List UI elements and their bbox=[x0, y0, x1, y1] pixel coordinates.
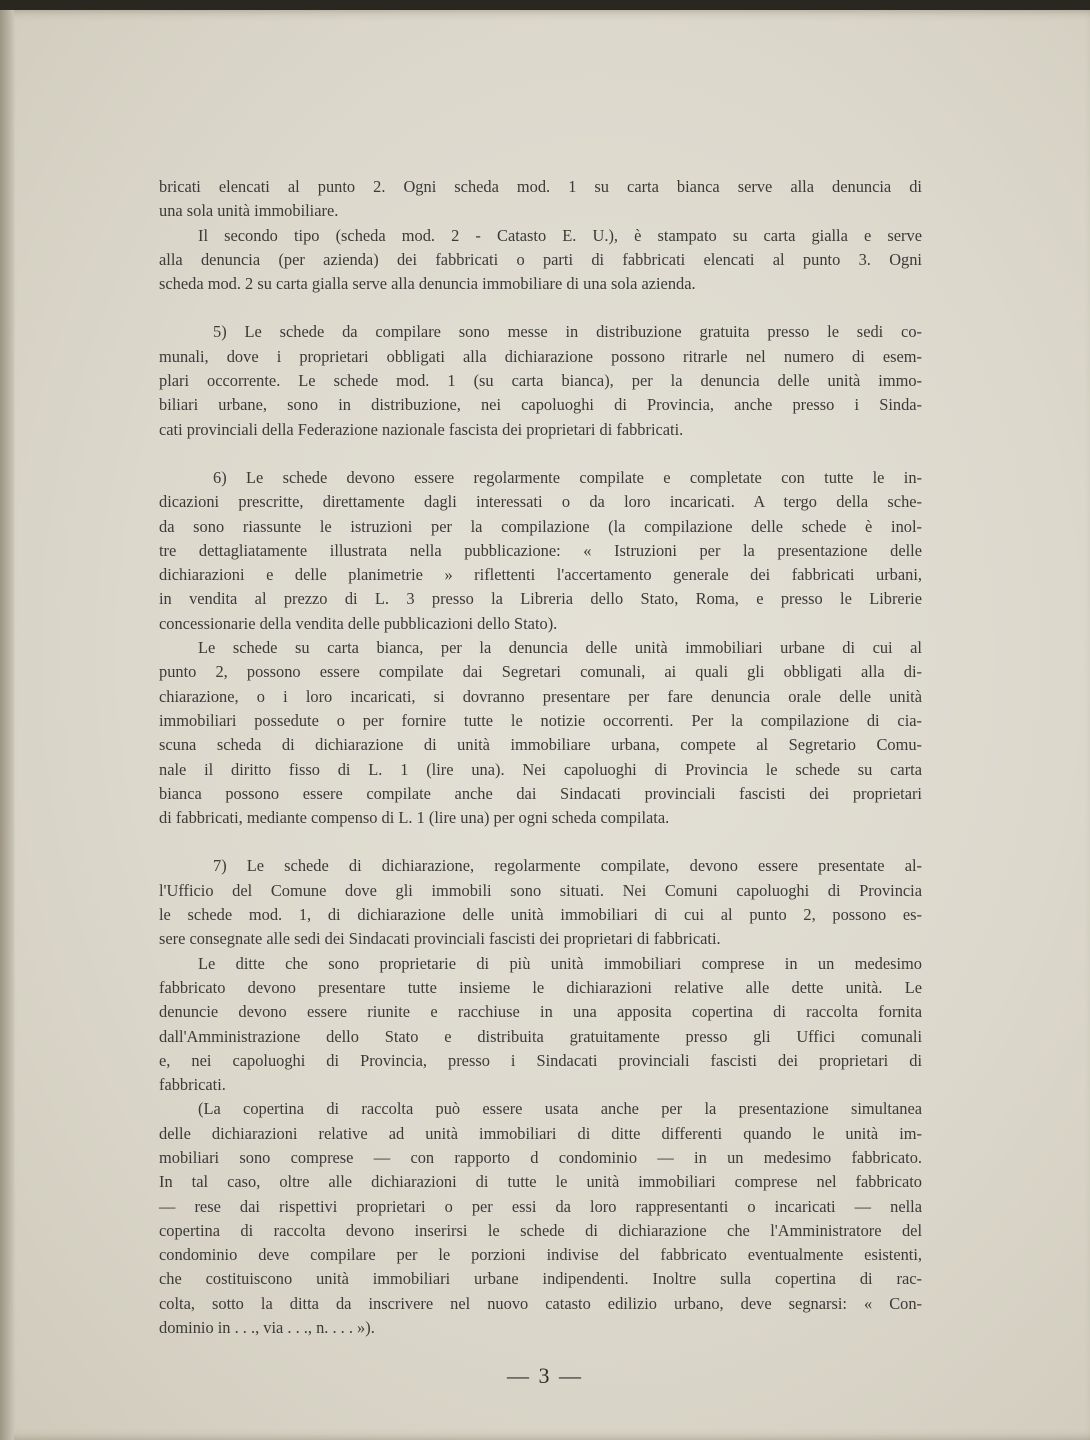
text-line: scheda mod. 2 su carta gialla serve alla denuncia immobiliare di una sola azienda. bbox=[159, 274, 696, 294]
text-line: sere consegnate alle sedi dei Sindacati provinciali fascisti dei proprietari di fabbricati. bbox=[159, 929, 721, 949]
text-line: Le schede su carta bianca, per la denuncia delle unità immobiliari urbane di cui al bbox=[198, 638, 922, 658]
page-number: — 3 — bbox=[507, 1363, 583, 1388]
text-line: Le ditte che sono proprietarie di più unità immobiliari comprese in un medesimo bbox=[198, 953, 922, 973]
text-line: di fabbricati, mediante compenso di L. 1 (lire una) per ogni scheda compilata. bbox=[159, 808, 670, 828]
text-line: alla denuncia (per azienda) dei fabbricati o parti di fabbricati elencati al punto 3. Ogni bbox=[159, 249, 922, 269]
text-line: — rese dai rispettivi proprietari o per essi da loro rappresentanti o incaricati — nella bbox=[159, 1196, 922, 1216]
text-line: Il secondo tipo (scheda mod. 2 - Catasto E. U.), è stampato su carta gialla e serve bbox=[198, 225, 922, 245]
text-line: denuncie devono essere riunite e racchiuse in una apposita copertina di raccolta fornita bbox=[159, 1002, 922, 1022]
text-line: dichiarazioni e delle planimetrie » riflettenti l'accertamento generale dei fabbricati urbani, bbox=[159, 565, 922, 585]
text-line: fabbricato devono presentare tutte insieme le dichiarazioni relative alle dette unità. Le bbox=[159, 977, 922, 997]
text-line: in vendita al prezzo di L. 3 presso la Libreria dello Stato, Roma, e presso le Librerie bbox=[159, 589, 922, 609]
document-page bbox=[0, 10, 1090, 1440]
paragraph-gap bbox=[159, 830, 922, 854]
text-line: immobiliari possedute o per fornire tutte le notizie occorrenti. Per la compilazione di cia- bbox=[159, 710, 922, 730]
text-line: dall'Amministrazione dello Stato e distribuita gratuitamente presso gli Uffici comunali bbox=[159, 1026, 922, 1046]
text-line: dominio in . . ., via . . ., n. . . . »). bbox=[159, 1318, 375, 1338]
text-line: In tal caso, oltre alle dichiarazioni di tutte le unità immobiliari comprese nel fabbricato bbox=[159, 1172, 922, 1192]
text-line: e, nei capoluoghi di Provincia, presso i Sindacati provinciali fascisti dei proprietari di bbox=[159, 1050, 922, 1070]
text-line: plari occorrente. Le schede mod. 1 (su carta bianca), per la denuncia delle unità immo- bbox=[159, 371, 922, 391]
text-line: fabbricati. bbox=[159, 1075, 226, 1095]
text-line: mobiliari sono comprese — con rapporto d condominio — in un medesimo fabbricato. bbox=[159, 1147, 922, 1167]
text-line: 5) Le schede da compilare sono messe in distribuzione gratuita presso le sedi co- bbox=[213, 322, 922, 342]
text-line: biliari urbane, sono in distribuzione, nei capoluoghi di Provincia, anche presso i Sinda- bbox=[159, 395, 922, 415]
text-line: nale il diritto fisso di L. 1 (lire una). Nei capoluoghi di Provincia le schede su carta bbox=[159, 759, 922, 779]
text-line: condominio deve compilare per le porzioni indivise del fabbricato eventualmente esistenti, bbox=[159, 1245, 922, 1265]
text-line: bianca possono essere compilate anche dai Sindacati provinciali fascisti dei proprietari bbox=[159, 783, 922, 803]
text-line: copertina di raccolta devono inserirsi le schede di dichiarazione che l'Amministratore del bbox=[159, 1220, 922, 1240]
text-line: tre dettagliatamente illustrata nella pubblicazione: « Istruzioni per la presentazione delle bbox=[159, 540, 922, 560]
text-line: concessionarie della vendita delle pubblicazioni dello Stato). bbox=[159, 613, 558, 633]
text-line: colta, sotto la ditta da inscrivere nel nuovo catasto edilizio urbano, deve segnarsi: « Con- bbox=[159, 1293, 922, 1313]
text-line: chiarazione, o i loro incaricati, si dovranno presentare per fare denuncia orale delle unità bbox=[159, 686, 922, 706]
text-line: delle dichiarazioni relative ad unità immobiliari di ditte differenti quando le unità im- bbox=[159, 1123, 922, 1143]
body-text bbox=[159, 175, 922, 1340]
text-line: le schede mod. 1, di dichiarazione delle unità immobiliari di cui al punto 2, possono es- bbox=[159, 905, 922, 925]
text-line: cati provinciali della Federazione nazionale fascista dei proprietari di fabbricati. bbox=[159, 419, 684, 439]
text-line: una sola unità immobiliare. bbox=[159, 201, 339, 221]
text-line: che costituiscono unità immobiliari urbane indipendenti. Inoltre sulla copertina di rac- bbox=[159, 1269, 922, 1289]
text-line: (La copertina di raccolta può essere usata anche per la presentazione simultanea bbox=[198, 1099, 922, 1119]
paragraph-gap bbox=[159, 442, 922, 466]
text-line: l'Ufficio del Comune dove gli immobili sono situati. Nei Comuni capoluoghi di Provincia bbox=[159, 880, 922, 900]
text-line: scuna scheda di dichiarazione di unità immobiliare urbana, compete al Segretario Comu- bbox=[159, 735, 922, 755]
text-line: 7) Le schede di dichiarazione, regolarmente compilate, devono essere presentate al- bbox=[213, 856, 922, 876]
text-line: da sono riassunte le istruzioni per la compilazione (la compilazione delle schede è inol- bbox=[159, 516, 922, 536]
paragraph-gap bbox=[159, 296, 922, 320]
text-line: dicazioni prescritte, direttamente dagli interessati o da loro incaricati. A tergo della sche- bbox=[159, 492, 922, 512]
page-spine-edge bbox=[0, 10, 14, 1440]
text-line: punto 2, possono essere compilate dai Segretari comunali, ai quali gli obbligati alla di- bbox=[159, 662, 922, 682]
text-line: 6) Le schede devono essere regolarmente compilate e completate con tutte le in- bbox=[213, 467, 922, 487]
text-line: bricati elencati al punto 2. Ogni scheda mod. 1 su carta bianca serve alla denuncia di bbox=[159, 177, 922, 196]
text-line: munali, dove i proprietari obbligati alla dichiarazione possono ritrarle nel numero di esem- bbox=[159, 346, 922, 366]
